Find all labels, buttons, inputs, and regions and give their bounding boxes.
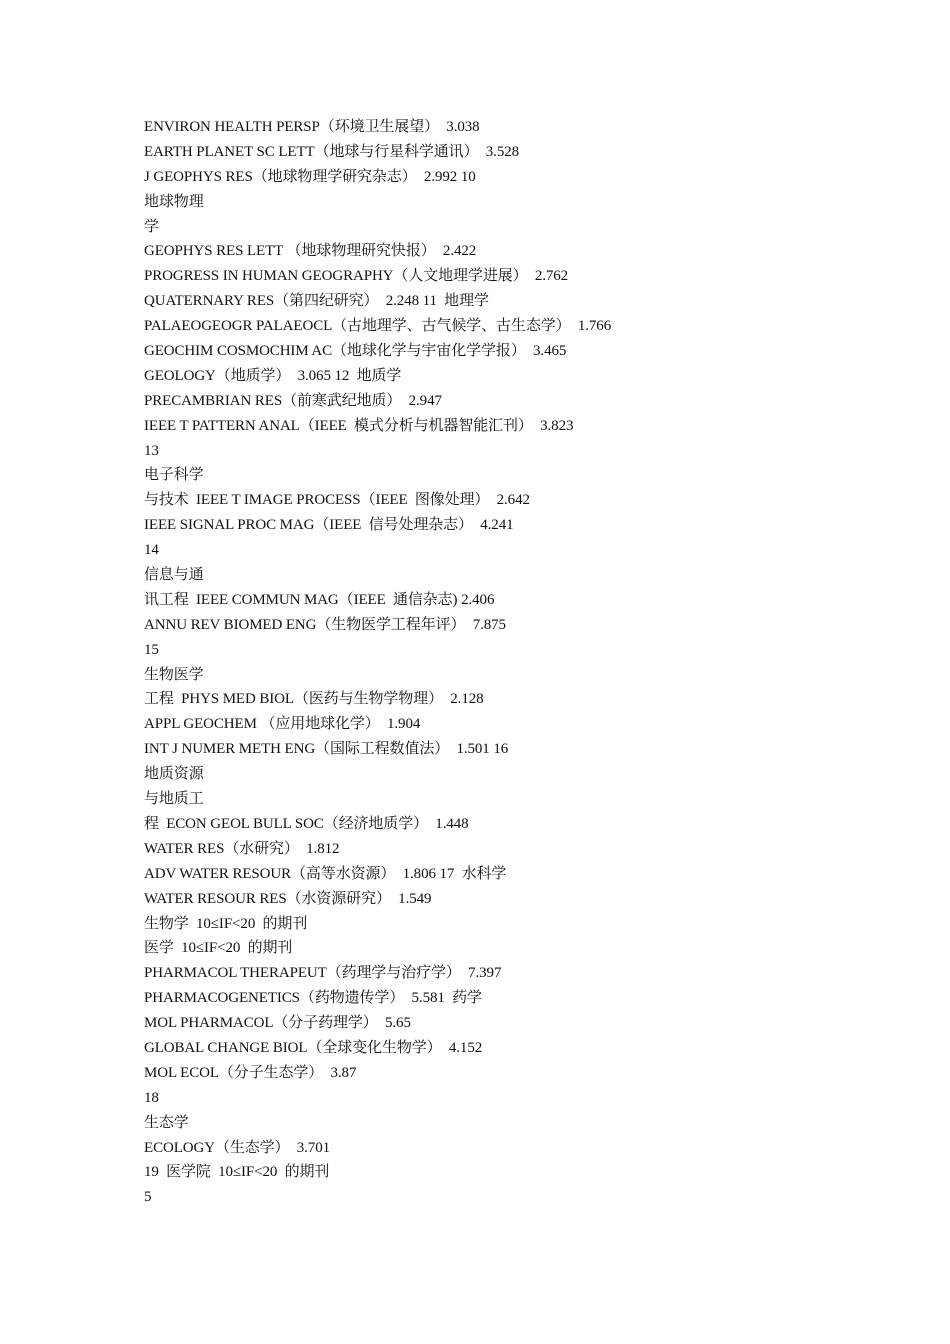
- text-line: 程 ECON GEOL BULL SOC（经济地质学） 1.448: [144, 815, 469, 832]
- text-line: 生物学 10≤IF<20 的期刊: [144, 915, 308, 932]
- page-number: 5: [144, 1189, 152, 1206]
- text-line: 讯工程 IEEE COMMUN MAG（IEEE 通信杂志) 2.406: [144, 591, 495, 608]
- text-line: APPL GEOCHEM （应用地球化学） 1.904: [144, 716, 421, 733]
- text-line: ENVIRON HEALTH PERSP（环境卫生展望） 3.038: [144, 119, 480, 135]
- text-line: PRECAMBRIAN RES（前寒武纪地质） 2.947: [144, 392, 442, 409]
- text-line: 地球物理: [144, 193, 204, 210]
- text-line: INT J NUMER METH ENG（国际工程数值法） 1.501 16: [144, 741, 509, 758]
- text-line: IEEE T PATTERN ANAL（IEEE 模式分析与机器智能汇刊） 3.823: [144, 417, 574, 434]
- text-line: 与地质工: [144, 791, 204, 808]
- text-line: MOL PHARMACOL（分子药理学） 5.65: [144, 1015, 411, 1032]
- text-line: PHARMACOGENETICS（药物遗传学） 5.581 药学: [144, 990, 482, 1007]
- text-line: 信息与通: [144, 567, 204, 584]
- text-line: 医学 10≤IF<20 的期刊: [144, 940, 293, 957]
- document-text: [144, 115, 904, 1210]
- text-line: ANNU REV BIOMED ENG（生物医学工程年评） 7.875: [144, 616, 506, 633]
- text-line: PALAEOGEOGR PALAEOCL（古地理学、古气候学、古生态学） 1.766: [144, 318, 612, 335]
- text-line: 13: [144, 442, 159, 459]
- text-line: WATER RES（水研究） 1.812: [144, 840, 340, 857]
- text-line: ECOLOGY（生态学） 3.701: [144, 1139, 331, 1156]
- text-line: GLOBAL CHANGE BIOL（全球变化生物学） 4.152: [144, 1039, 483, 1056]
- text-line: PROGRESS IN HUMAN GEOGRAPHY（人文地理学进展） 2.762: [144, 268, 569, 285]
- text-line: 学: [144, 218, 159, 235]
- text-line: GEOLOGY（地质学） 3.065 12 地质学: [144, 367, 402, 384]
- text-line: 生物医学: [144, 666, 204, 683]
- text-line: 15: [144, 641, 159, 658]
- text-line: MOL ECOL（分子生态学） 3.87: [144, 1064, 357, 1081]
- text-line: GEOPHYS RES LETT （地球物理研究快报） 2.422: [144, 243, 477, 260]
- text-line: ADV WATER RESOUR（高等水资源） 1.806 17 水科学: [144, 865, 507, 882]
- text-line: QUATERNARY RES（第四纪研究） 2.248 11 地理学: [144, 293, 489, 310]
- text-line: PHARMACOL THERAPEUT（药理学与治疗学） 7.397: [144, 965, 502, 982]
- text-line: 生态学: [144, 1114, 189, 1131]
- text-line: WATER RESOUR RES（水资源研究） 1.549: [144, 890, 432, 907]
- text-line: EARTH PLANET SC LETT（地球与行星科学通讯） 3.528: [144, 143, 520, 160]
- text-line: 与技术 IEEE T IMAGE PROCESS（IEEE 图像处理） 2.642: [144, 492, 530, 509]
- text-line: 地质资源: [144, 766, 204, 783]
- text-line: 电子科学: [144, 467, 204, 484]
- text-line: 18: [144, 1089, 159, 1106]
- text-line: 19 医学院 10≤IF<20 的期刊: [144, 1164, 330, 1181]
- text-line: 14: [144, 542, 159, 559]
- text-line: J GEOPHYS RES（地球物理学研究杂志） 2.992 10: [144, 168, 476, 185]
- text-line: IEEE SIGNAL PROC MAG（IEEE 信号处理杂志） 4.241: [144, 517, 514, 534]
- text-line: GEOCHIM COSMOCHIM AC（地球化学与宇宙化学学报） 3.465: [144, 343, 567, 360]
- text-line: 工程 PHYS MED BIOL（医药与生物学物理） 2.128: [144, 691, 484, 708]
